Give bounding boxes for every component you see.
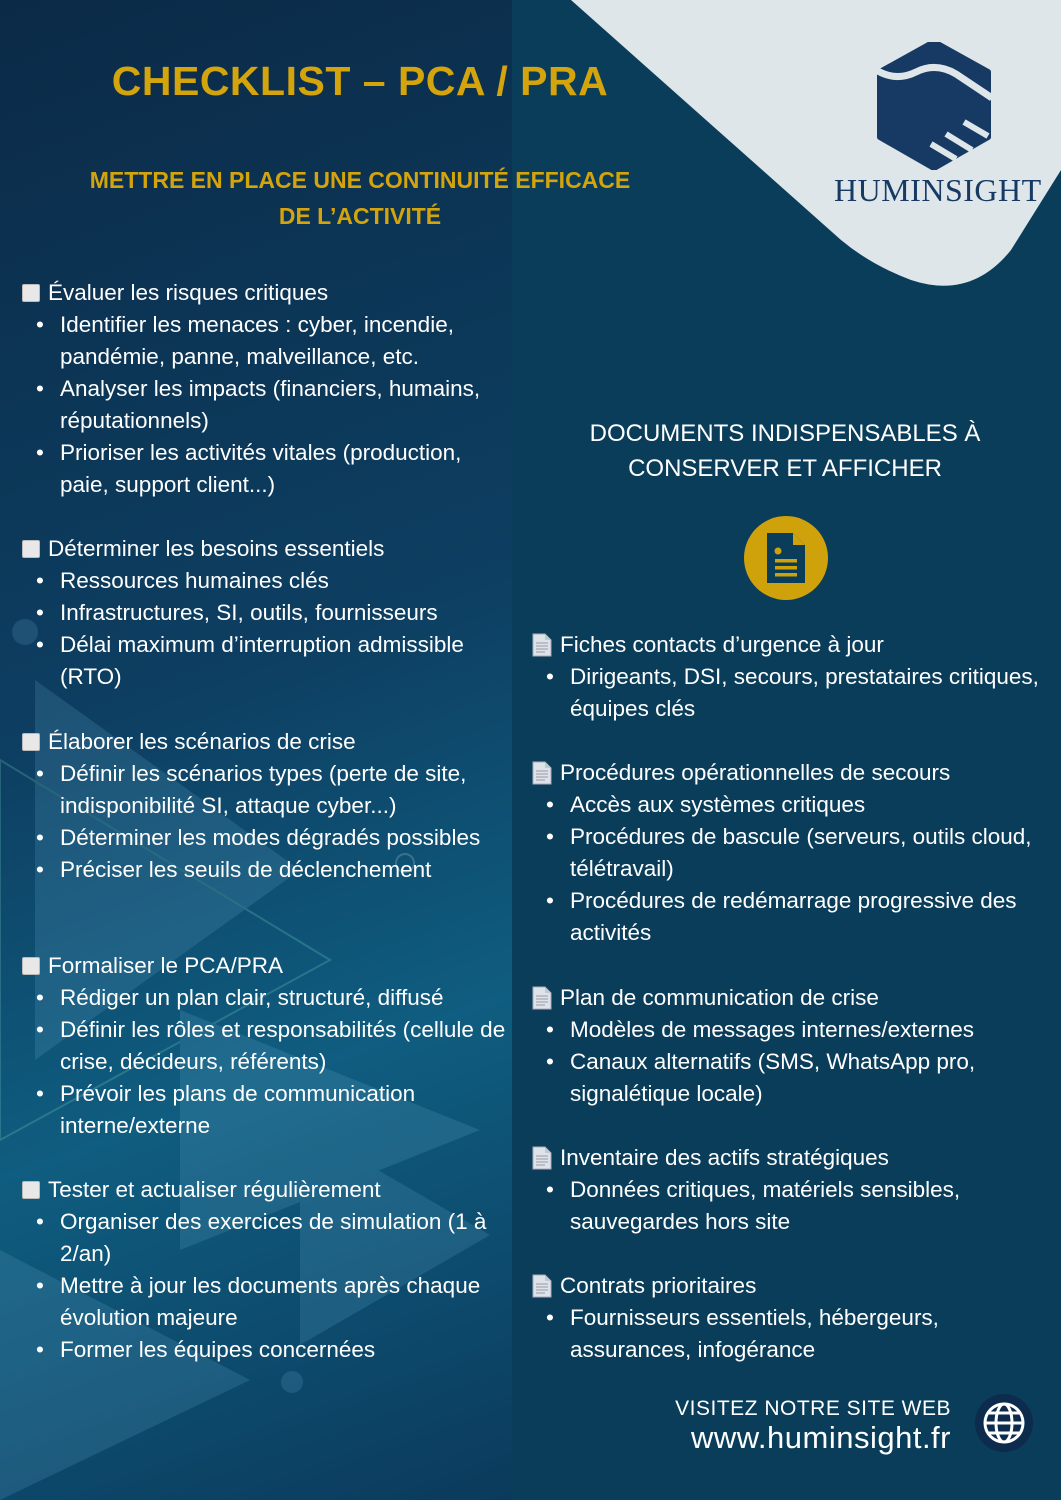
file-icon [532,1274,552,1298]
website-link[interactable]: www.huminsight.fr [690,1420,951,1455]
documents-heading: Inventaire des actifs stratégiques [560,1145,889,1170]
list-item: • Identifier les menaces : cyber, incendie, pandémie, panne, malveillance, etc. [36,309,512,373]
list-item: • Ressources humaines clés [36,565,512,597]
list-item: • Canaux alternatifs (SMS, WhatsApp pro, signalétique locale) [546,1046,1052,1110]
checklist-section [22,726,512,886]
list-item: • Données critiques, matériels sensibles, sauvegardes hors site [546,1174,1052,1238]
documents-heading-row [532,629,1052,661]
page-title: CHECKLIST – PCA / PRA [111,58,609,104]
list-item: • Mettre à jour les documents après chaque évolution majeure [36,1270,512,1334]
documents-heading-row [532,757,1052,789]
list-item: • Fournisseurs essentiels, hébergeurs, assurances, infogérance [546,1302,1052,1366]
documents-section [532,1270,1052,1366]
list-item: • Prioriser les activités vitales (production, paie, support client...) [36,437,512,501]
documents-title: DOCUMENTS INDISPENSABLES À CONSERVER ET AFFICHER [589,420,981,482]
list-item: • Préciser les seuils de déclenchement [36,854,512,886]
documents-items [546,789,1052,949]
checkbox-icon[interactable] [22,957,40,975]
documents-section [532,1142,1052,1238]
subtitle-line-2: DE L’ACTIVITÉ [278,203,442,229]
checkbox-icon[interactable] [22,284,40,302]
list-item: • Infrastructures, SI, outils, fournisseurs [36,597,512,629]
checklist-items [36,1206,512,1366]
checklist-heading-row [22,950,512,982]
documents-heading: Procédures opérationnelles de secours [560,760,951,785]
list-item: • Définir les rôles et responsabilités (cellule de crise, décideurs, référents) [36,1014,512,1078]
subtitle-line-1: METTRE EN PLACE UNE CONTINUITÉ EFFICACE [89,167,631,193]
checklist-section [22,277,512,501]
list-item: • Déterminer les modes dégradés possibles [36,822,512,854]
list-item: • Procédures de redémarrage progressive des activités [546,885,1052,949]
handshake-logo-icon [876,42,992,170]
list-item: • Modèles de messages internes/externes [546,1014,1052,1046]
list-item: • Former les équipes concernées [36,1334,512,1366]
checklist-section [22,950,512,1142]
checklist-heading: Élaborer les scénarios de crise [48,729,356,754]
checklist-heading: Déterminer les besoins essentiels [48,536,385,561]
documents-items [546,1014,1052,1110]
checklist-items [36,565,512,693]
documents-heading: Fiches contacts d’urgence à jour [560,632,884,657]
documents-heading-row [532,1142,1052,1174]
list-item: • Définir les scénarios types (perte de site, indisponibilité SI, attaque cyber...) [36,758,512,822]
documents-section [532,629,1052,725]
file-icon [532,986,552,1010]
checklist-items [36,982,512,1142]
checkbox-icon[interactable] [22,733,40,751]
globe-icon[interactable] [975,1394,1033,1452]
list-item: • Dirigeants, DSI, secours, prestataires critiques, équipes clés [546,661,1052,725]
list-item: • Accès aux systèmes critiques [546,789,1052,821]
list-item: • Prévoir les plans de communication interne/externe [36,1078,512,1142]
checklist-heading: Formaliser le PCA/PRA [48,953,284,978]
documents-section [532,982,1052,1110]
documents-heading-row [532,1270,1052,1302]
checklist-section [22,1174,512,1366]
list-item: • Délai maximum d’interruption admissible (RTO) [36,629,512,693]
documents-items [546,1174,1052,1238]
documents-heading: Plan de communication de crise [560,985,879,1010]
checklist-items [36,758,512,886]
checklist-heading-row [22,1174,512,1206]
visit-website-label: VISITEZ NOTRE SITE WEB [675,1397,951,1420]
checklist-heading: Évaluer les risques critiques [48,280,329,305]
list-item: • Organiser des exercices de simulation (1 à 2/an) [36,1206,512,1270]
list-item: • Rédiger un plan clair, structuré, diffusé [36,982,512,1014]
document-icon [744,516,828,600]
checklist-items [36,309,512,501]
file-icon [532,633,552,657]
list-item: • Analyser les impacts (financiers, humains, réputationnels) [36,373,512,437]
brand-name: HUMINSIGHT [834,172,1042,208]
documents-items [546,1302,1052,1366]
documents-heading: Contrats prioritaires [560,1273,757,1298]
file-icon [532,761,552,785]
documents-heading-row [532,982,1052,1014]
page-subtitle [40,162,680,234]
file-icon [532,1146,552,1170]
checklist-section [22,533,512,693]
checklist-heading-row [22,533,512,565]
checklist-heading: Tester et actualiser régulièrement [48,1177,381,1202]
checkbox-icon[interactable] [22,540,40,558]
documents-section [532,757,1052,949]
checkbox-icon[interactable] [22,1181,40,1199]
checklist-heading-row [22,277,512,309]
checklist-heading-row [22,726,512,758]
list-item: • Procédures de bascule (serveurs, outils cloud, télétravail) [546,821,1052,885]
documents-items [546,661,1052,725]
